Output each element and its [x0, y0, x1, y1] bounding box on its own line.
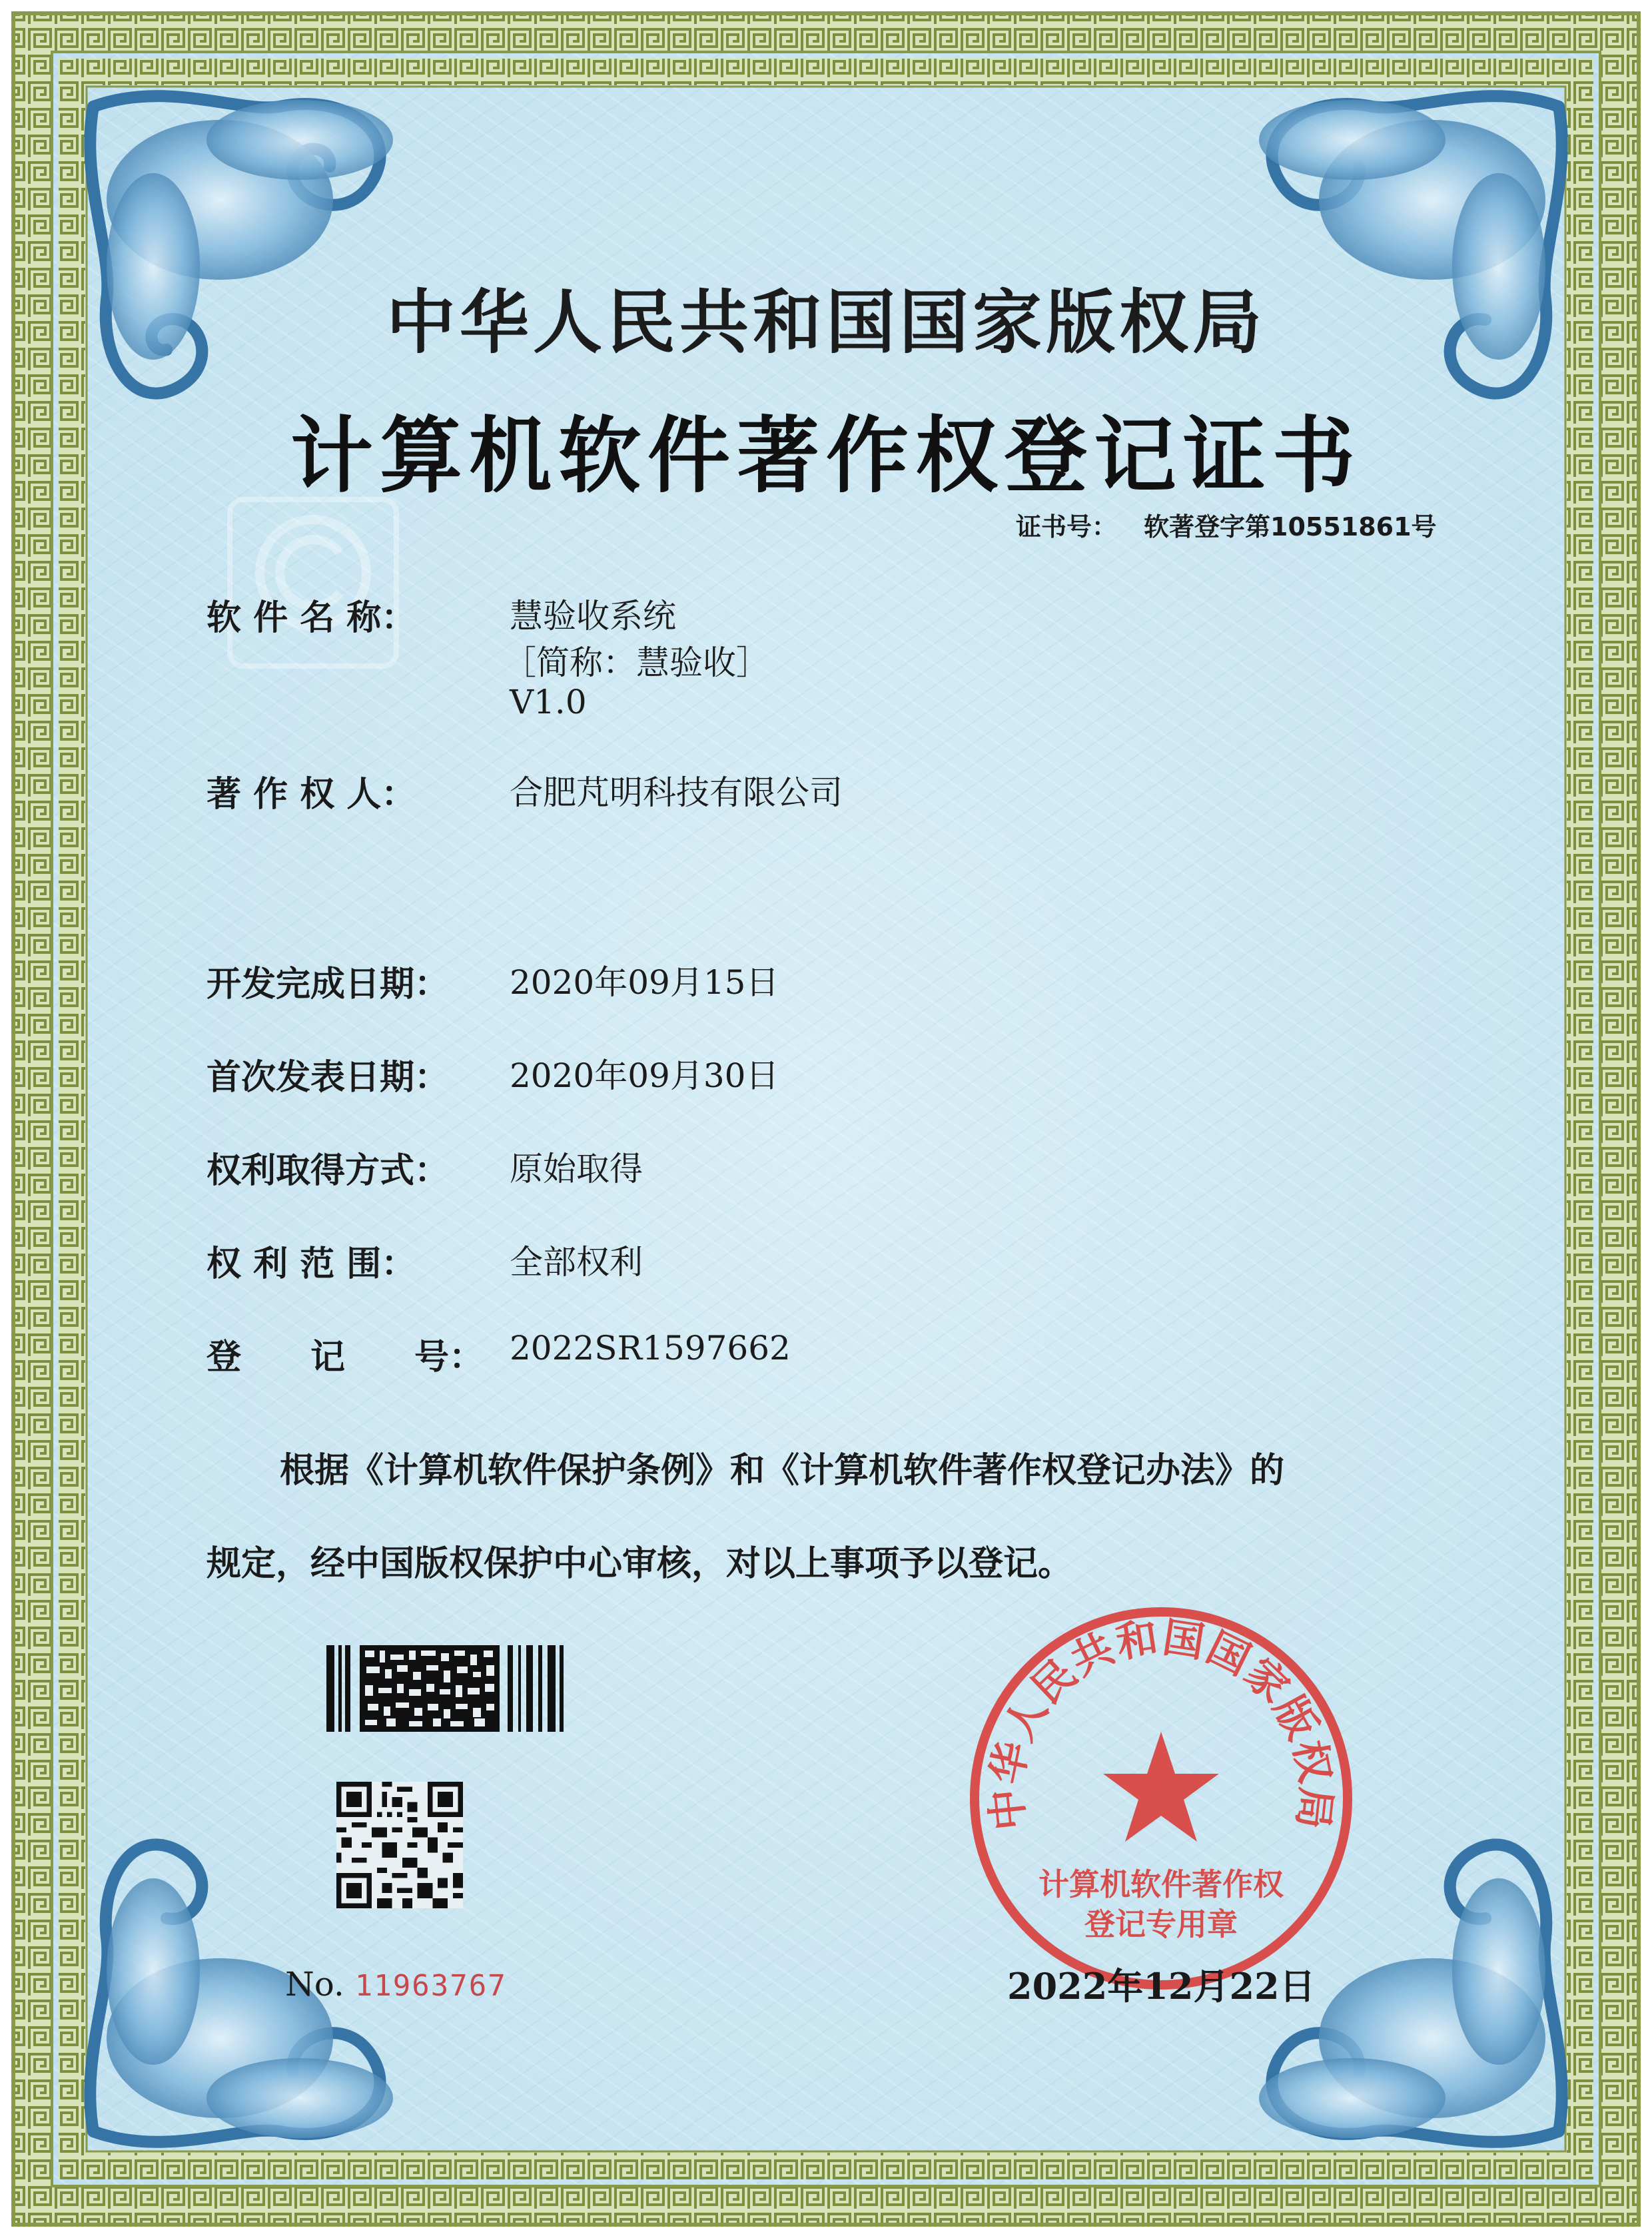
owner-label: 著 作 权 人：	[206, 775, 416, 815]
serial-number	[285, 1965, 507, 2004]
statement-line-2: 规定，经中国版权保护中心审核，对以上事项予以登记。	[206, 1544, 1073, 1584]
svg-text:中华人民共和国国家版权局: 中华人民共和国国家版权局	[981, 1613, 1341, 1833]
pub-date-label: 首次发表日期：	[206, 1058, 450, 1098]
pub-date-value: 2020年09月30日	[510, 1056, 779, 1095]
serial-no-label: No.	[285, 1965, 344, 2004]
serial-no-value: 11963767	[354, 1969, 507, 2003]
cert-no-value: 软著登字第10551861号	[1144, 512, 1437, 542]
acquire-label: 权利取得方式：	[206, 1151, 450, 1191]
certificate-title: 计算机软件著作权登记证书	[290, 408, 1362, 504]
issue-date: 2022年12月22日	[1007, 1965, 1316, 2008]
reg-no-label: 登 记 号：	[206, 1337, 484, 1377]
cert-no-label: 证书号：	[1016, 512, 1118, 542]
statement-line-1: 根据《计算机软件保护条例》和《计算机软件著作权登记办法》的	[280, 1451, 1285, 1491]
software-name-value: 慧验收系统	[510, 597, 676, 635]
software-short-name: ［简称：慧验收］	[503, 643, 769, 682]
qr-code	[336, 1782, 463, 1908]
issuer-title: 中华人民共和国国家版权局	[386, 282, 1266, 363]
software-version: V1.0	[510, 683, 587, 721]
reg-no-value: 2022SR1597662	[510, 1329, 791, 1367]
owner-value: 合肥芃明科技有限公司	[510, 773, 843, 812]
svg-text:计算机软件著作权: 计算机软件著作权	[1038, 1866, 1284, 1902]
official-seal	[965, 1602, 1358, 1995]
scope-value: 全部权利	[510, 1243, 643, 1282]
certificate-number	[1016, 506, 1437, 543]
copyright-watermark-icon	[223, 493, 403, 673]
dev-date-label: 开发完成日期：	[206, 964, 450, 1004]
dev-date-value: 2020年09月15日	[510, 963, 779, 1002]
software-name-label: 软 件 名 称：	[206, 598, 416, 638]
barcode	[326, 1645, 566, 1732]
acquire-value: 原始取得	[510, 1150, 643, 1188]
scope-label: 权 利 范 围：	[206, 1244, 416, 1284]
svg-text:登记专用章: 登记专用章	[1084, 1906, 1238, 1942]
